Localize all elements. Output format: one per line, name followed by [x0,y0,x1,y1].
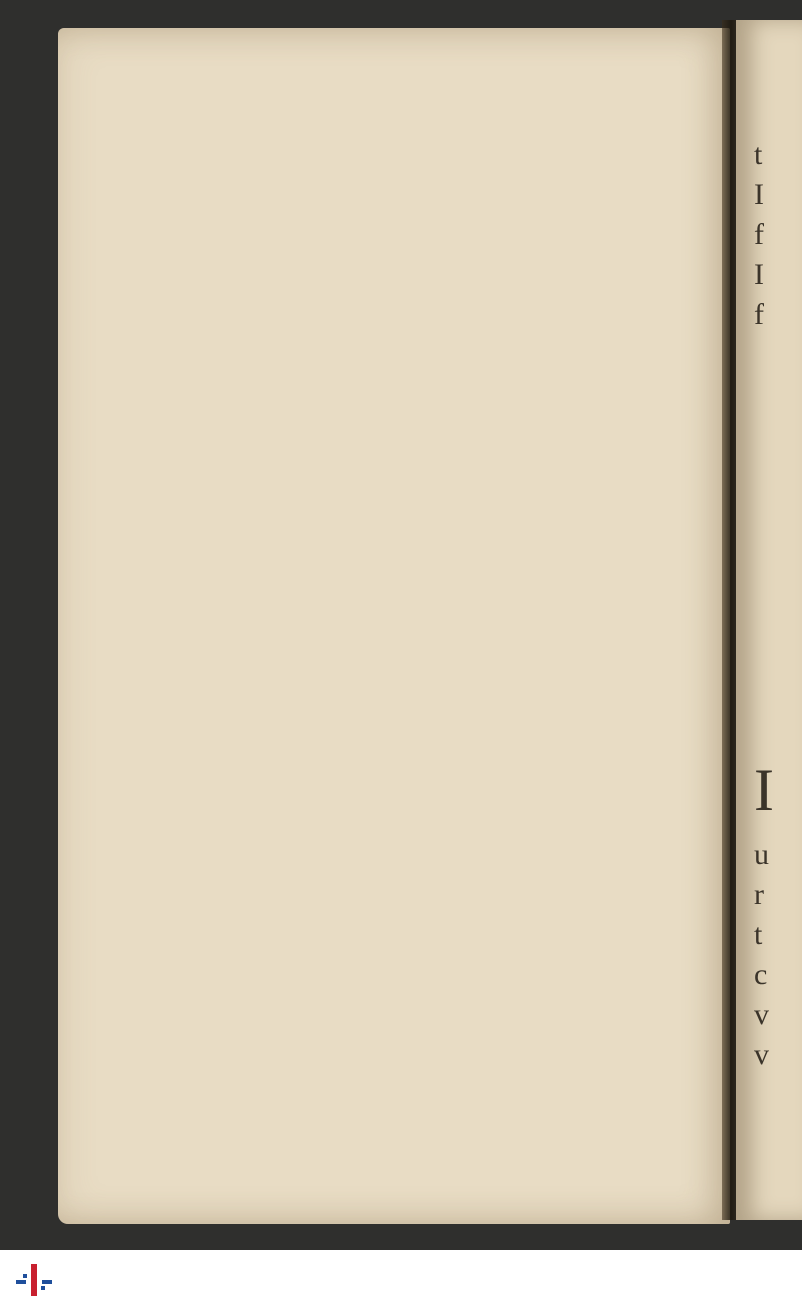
viewer-footer [0,1250,802,1307]
book-page [58,28,730,1224]
page-text [136,82,696,138]
ub-freiburg-logo-icon [14,1258,54,1300]
dfg-logo [712,1254,796,1304]
facing-page-edge: t I f I f I u r t c v v [736,20,802,1220]
page-header [136,82,696,120]
